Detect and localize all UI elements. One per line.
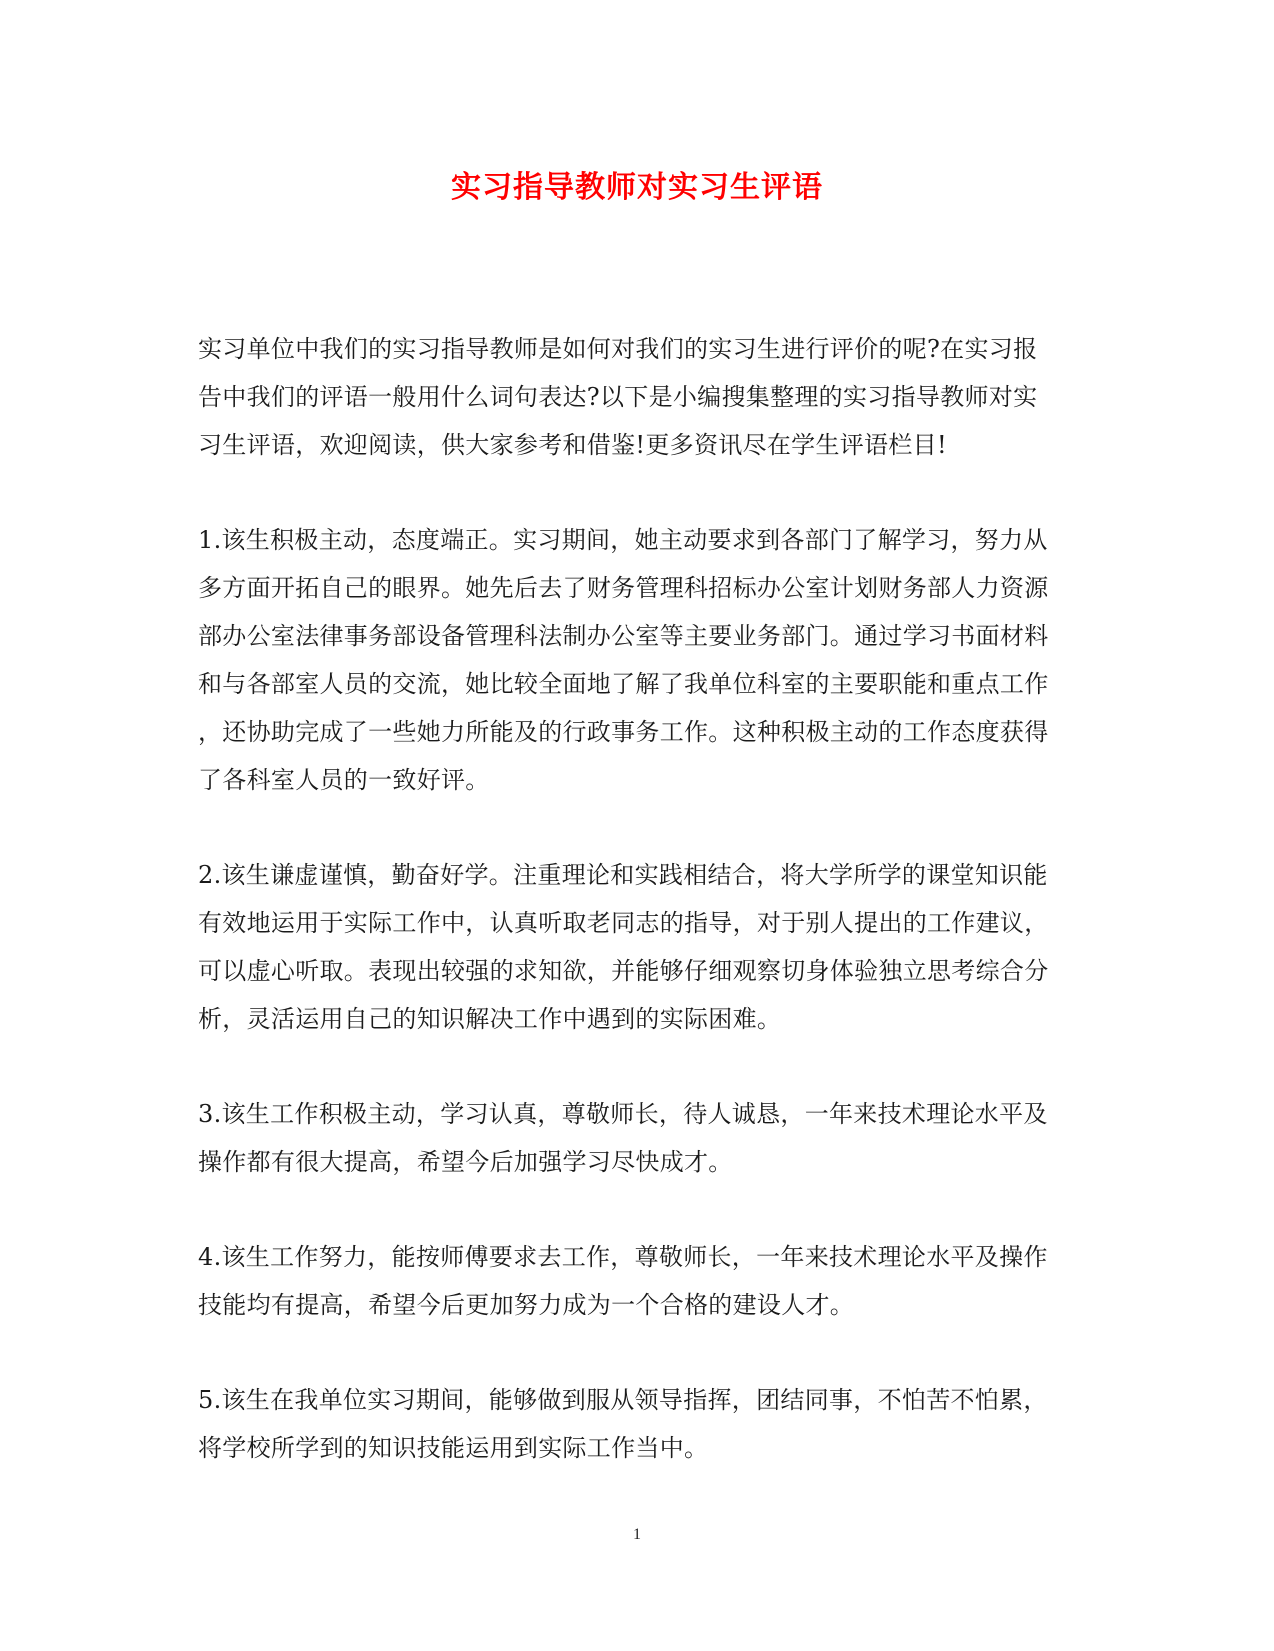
text-line: 5.该生在我单位实习期间，能够做到服从领导指挥，团结同事，不怕苦不怕累， (198, 1386, 1048, 1414)
paragraph-item-5 (198, 1376, 1078, 1472)
document-title: 实习指导教师对实习生评语 (451, 170, 823, 205)
text-line: ，还协助完成了一些她力所能及的行政事务工作。这种积极主动的工作态度获得 (198, 718, 1049, 746)
paragraph-item-4 (198, 1233, 1078, 1329)
text-line: 将学校所学到的知识技能运用到实际工作当中。 (198, 1434, 709, 1462)
text-line: 可以虚心听取。表现出较强的求知欲，并能够仔细观察切身体验独立思考综合分 (198, 957, 1049, 985)
text-line: 部办公室法律事务部设备管理科法制办公室等主要业务部门。通过学习书面材料 (198, 622, 1049, 650)
text-line: 有效地运用于实际工作中，认真听取老同志的指导，对于别人提出的工作建议， (198, 909, 1049, 937)
text-line: 4.该生工作努力，能按师傅要求去工作，尊敬师长，一年来技术理论水平及操作 (198, 1243, 1048, 1271)
text-line: 2.该生谦虚谨慎，勤奋好学。注重理论和实践相结合，将大学所学的课堂知识能 (198, 861, 1048, 889)
text-line: 实习单位中我们的实习指导教师是如何对我们的实习生进行评价的呢?在实习报 (198, 335, 1038, 363)
paragraph-item-3 (198, 1090, 1078, 1186)
paragraph-item-1 (198, 516, 1078, 804)
text-line: 和与各部室人员的交流，她比较全面地了解了我单位科室的主要职能和重点工作 (198, 670, 1049, 698)
text-line: 习生评语，欢迎阅读，供大家参考和借鉴!更多资讯尽在学生评语栏目! (198, 431, 947, 459)
page-number: 1 (633, 1526, 641, 1543)
paragraph-item-2 (198, 851, 1078, 1043)
text-line: 告中我们的评语一般用什么词句表达?以下是小编搜集整理的实习指导教师对实 (198, 383, 1038, 411)
text-line: 3.该生工作积极主动，学习认真，尊敬师长，待人诚恳，一年来技术理论水平及 (198, 1100, 1048, 1128)
text-line: 多方面开拓自己的眼界。她先后去了财务管理科招标办公室计划财务部人力资源 (198, 574, 1049, 602)
text-line: 技能均有提高，希望今后更加努力成为一个合格的建设人才。 (198, 1291, 855, 1319)
text-line: 1.该生积极主动，态度端正。实习期间，她主动要求到各部门了解学习，努力从 (198, 526, 1048, 554)
document-body (198, 325, 1078, 1519)
text-line: 操作都有很大提高，希望今后加强学习尽快成才。 (198, 1148, 733, 1176)
text-line: 析，灵活运用自己的知识解决工作中遇到的实际困难。 (198, 1005, 782, 1033)
text-line: 了各科室人员的一致好评。 (198, 766, 490, 794)
paragraph-intro (198, 325, 1078, 469)
